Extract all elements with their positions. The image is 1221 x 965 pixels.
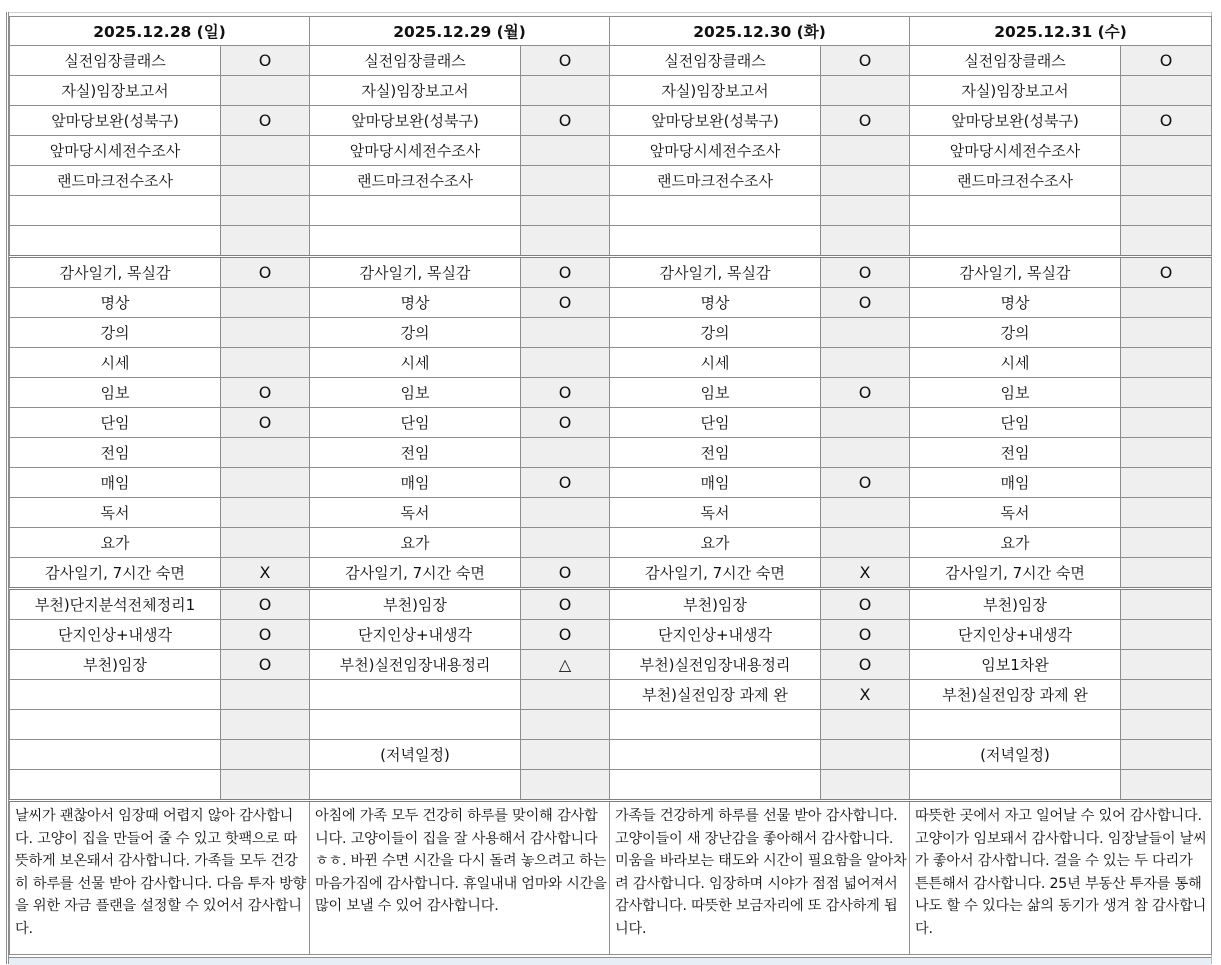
status-mark-cell[interactable] (1121, 288, 1212, 318)
task-cell[interactable] (310, 680, 521, 710)
task-cell[interactable]: 시세 (10, 348, 221, 378)
gratitude-journal-cell[interactable]: 아침에 가족 모두 건강히 하루를 맞이해 감사합니다. 고양이들이 집을 잘 사용해서 감사합니다ㅎㅎ. 바뀐 수면 시간을 다시 돌려 놓으려고 하는 마음가짐에 감사합니다. 휴일내내 엄마와 시간을 많이 보낼 수 있어 감사합니다. (310, 801, 610, 955)
status-mark-cell[interactable]: O (221, 46, 310, 76)
status-mark-cell[interactable]: O (521, 288, 610, 318)
date-header[interactable]: 2025.12.31 (수) (910, 17, 1212, 46)
status-mark-cell[interactable] (1121, 378, 1212, 408)
status-mark-cell[interactable] (521, 770, 610, 801)
task-cell[interactable]: 단지인상+내생각 (10, 620, 221, 650)
status-mark-cell[interactable] (221, 528, 310, 558)
status-mark-cell[interactable] (221, 318, 310, 348)
project-task-row (10, 106, 1212, 136)
task-cell[interactable]: 단지인상+내생각 (610, 620, 821, 650)
task-cell[interactable]: 매임 (910, 468, 1121, 498)
task-cell[interactable]: 자실)임장보고서 (310, 76, 521, 106)
status-mark-cell[interactable] (221, 498, 310, 528)
status-mark-cell[interactable]: O (221, 408, 310, 438)
task-cell[interactable]: 앞마당시세전수조사 (10, 136, 221, 166)
status-mark-cell[interactable] (521, 710, 610, 740)
task-cell[interactable]: 전임 (10, 438, 221, 468)
task-cell[interactable]: 매임 (610, 468, 821, 498)
task-cell[interactable]: 감사일기, 목실감 (310, 257, 521, 288)
task-cell[interactable] (310, 196, 521, 226)
gratitude-journal-cell[interactable]: 날씨가 괜찮아서 임장때 어렵지 않아 감사합니다. 고양이 집을 만들어 줄 수 있고 핫팩으로 따뜻하게 보온돼서 감사합니다. 가족들 모두 건강히 하루를 선물 받아 감사합니다. 다음 투자 방향을 위한 자금 플랜을 설정할 수 있어서 감사합니다. (10, 801, 310, 955)
task-cell[interactable]: 단임 (10, 408, 221, 438)
status-mark-cell[interactable] (1121, 438, 1212, 468)
task-cell[interactable]: 매임 (310, 468, 521, 498)
status-mark-cell[interactable]: O (521, 378, 610, 408)
status-mark-cell[interactable] (1121, 620, 1212, 650)
status-mark-cell[interactable] (821, 710, 910, 740)
task-cell[interactable]: 임보 (10, 378, 221, 408)
status-mark-cell[interactable] (521, 528, 610, 558)
gratitude-journal-row (10, 801, 1212, 955)
project-task-row (10, 196, 1212, 226)
status-mark-cell[interactable] (221, 468, 310, 498)
status-mark-cell[interactable] (221, 348, 310, 378)
task-cell[interactable] (10, 740, 221, 770)
field-task-row (10, 680, 1212, 710)
weekly-planner-table (9, 16, 1212, 955)
routine-task-row (10, 528, 1212, 558)
task-cell[interactable]: 전임 (310, 438, 521, 468)
status-mark-cell[interactable]: △ (521, 650, 610, 680)
task-cell[interactable]: 임보1차완 (910, 650, 1121, 680)
status-mark-cell[interactable]: O (521, 257, 610, 288)
task-cell[interactable]: 전임 (610, 438, 821, 468)
task-cell[interactable]: 감사일기, 목실감 (610, 257, 821, 288)
status-mark-cell[interactable] (521, 76, 610, 106)
date-header[interactable]: 2025.12.29 (월) (310, 17, 610, 46)
task-cell[interactable] (10, 196, 221, 226)
task-cell[interactable]: 강의 (10, 318, 221, 348)
status-mark-cell[interactable]: O (521, 589, 610, 620)
status-mark-cell[interactable]: O (1121, 257, 1212, 288)
gratitude-journal-cell[interactable]: 따뜻한 곳에서 자고 일어날 수 있어 감사합니다. 고양이가 임보돼서 감사합니다. 임장날들이 날씨가 좋아서 감사합니다. 걸을 수 있는 두 다리가 튼튼해서 감사합니다. 25년 부동산 투자를 통해 나도 할 수 있다는 삶의 동기가 생겨 참 감사합니다. (910, 801, 1212, 955)
status-mark-cell[interactable] (1121, 166, 1212, 196)
status-mark-cell[interactable] (221, 76, 310, 106)
status-mark-cell[interactable] (521, 136, 610, 166)
task-cell[interactable]: 앞마당보완(성북구) (10, 106, 221, 136)
status-mark-cell[interactable] (1121, 408, 1212, 438)
routine-task-row (10, 438, 1212, 468)
task-cell[interactable]: 자실)임장보고서 (910, 76, 1121, 106)
status-mark-cell[interactable]: O (821, 620, 910, 650)
task-cell[interactable]: 실전임장클래스 (910, 46, 1121, 76)
status-mark-cell[interactable] (1121, 558, 1212, 589)
task-cell[interactable]: 부천)임장 (610, 589, 821, 620)
status-mark-cell[interactable] (1121, 528, 1212, 558)
status-mark-cell[interactable]: O (521, 558, 610, 589)
task-cell[interactable]: 단임 (910, 408, 1121, 438)
status-mark-cell[interactable]: O (821, 46, 910, 76)
task-cell[interactable] (310, 226, 521, 257)
status-mark-cell[interactable]: O (221, 378, 310, 408)
task-cell[interactable]: 감사일기, 목실감 (910, 257, 1121, 288)
task-cell[interactable]: 임보 (310, 378, 521, 408)
status-mark-cell[interactable]: O (521, 468, 610, 498)
task-cell[interactable] (610, 226, 821, 257)
status-mark-cell[interactable] (221, 740, 310, 770)
task-cell[interactable]: 독서 (10, 498, 221, 528)
task-cell[interactable]: 강의 (610, 318, 821, 348)
status-mark-cell[interactable]: O (1121, 106, 1212, 136)
status-mark-cell[interactable] (1121, 226, 1212, 257)
task-cell[interactable]: 단지인상+내생각 (910, 620, 1121, 650)
field-task-row (10, 650, 1212, 680)
status-mark-cell[interactable] (821, 770, 910, 801)
status-mark-cell[interactable] (521, 226, 610, 257)
task-cell[interactable]: (저녁일정) (910, 740, 1121, 770)
routine-task-row (10, 558, 1212, 589)
gratitude-journal-cell[interactable]: 가족들 건강하게 하루를 선물 받아 감사합니다. 고양이들이 새 장난감을 좋아해서 감사합니다. 미움을 바라보는 태도와 시간이 필요함을 알아차려 감사합니다. 임장하며 시야가 점점 넓어져서 감사합니다. 따뜻한 보금자리에 또 감사하게 됩니다. (610, 801, 910, 955)
task-cell[interactable]: 임보 (610, 378, 821, 408)
status-mark-cell[interactable]: O (1121, 46, 1212, 76)
status-mark-cell[interactable] (821, 166, 910, 196)
status-mark-cell[interactable]: O (521, 620, 610, 650)
status-mark-cell[interactable] (221, 196, 310, 226)
task-cell[interactable] (610, 710, 821, 740)
task-cell[interactable]: 독서 (910, 498, 1121, 528)
task-cell[interactable] (910, 770, 1121, 801)
status-mark-cell[interactable]: O (821, 106, 910, 136)
status-mark-cell[interactable]: O (821, 589, 910, 620)
task-cell[interactable] (610, 770, 821, 801)
status-mark-cell[interactable] (221, 226, 310, 257)
status-mark-cell[interactable] (821, 196, 910, 226)
date-header[interactable]: 2025.12.28 (일) (10, 17, 310, 46)
routine-task-row (10, 378, 1212, 408)
task-cell[interactable]: 강의 (310, 318, 521, 348)
task-cell[interactable]: 부천)실전임장내용정리 (310, 650, 521, 680)
status-mark-cell[interactable] (1121, 589, 1212, 620)
task-cell[interactable]: 랜드마크전수조사 (910, 166, 1121, 196)
task-cell[interactable]: 독서 (610, 498, 821, 528)
task-cell[interactable]: 임보 (910, 378, 1121, 408)
status-mark-cell[interactable] (1121, 498, 1212, 528)
status-mark-cell[interactable] (821, 438, 910, 468)
status-mark-cell[interactable] (521, 498, 610, 528)
status-mark-cell[interactable] (521, 348, 610, 378)
status-mark-cell[interactable]: O (821, 257, 910, 288)
task-cell[interactable]: 부천)실전임장 과제 완 (610, 680, 821, 710)
status-mark-cell[interactable] (221, 288, 310, 318)
project-task-row (10, 76, 1212, 106)
status-mark-cell[interactable] (1121, 710, 1212, 740)
status-mark-cell[interactable] (1121, 136, 1212, 166)
task-cell[interactable]: 단지인상+내생각 (310, 620, 521, 650)
task-cell[interactable]: 실전임장클래스 (310, 46, 521, 76)
field-task-row (10, 740, 1212, 770)
task-cell[interactable]: 랜드마크전수조사 (610, 166, 821, 196)
task-cell[interactable]: 요가 (610, 528, 821, 558)
task-cell[interactable]: 시세 (610, 348, 821, 378)
task-cell[interactable] (10, 710, 221, 740)
project-task-row (10, 136, 1212, 166)
status-mark-cell[interactable]: O (221, 106, 310, 136)
task-cell[interactable]: 요가 (10, 528, 221, 558)
task-cell[interactable]: 앞마당보완(성북구) (310, 106, 521, 136)
status-mark-cell[interactable]: O (221, 589, 310, 620)
task-cell[interactable]: 부천)실전임장내용정리 (610, 650, 821, 680)
task-cell[interactable]: 명상 (610, 288, 821, 318)
task-cell[interactable]: 부천)실전임장 과제 완 (910, 680, 1121, 710)
status-mark-cell[interactable] (1121, 348, 1212, 378)
task-cell[interactable] (10, 680, 221, 710)
status-mark-cell[interactable]: O (521, 408, 610, 438)
status-mark-cell[interactable] (821, 348, 910, 378)
status-mark-cell[interactable] (821, 76, 910, 106)
status-mark-cell[interactable] (521, 196, 610, 226)
task-cell[interactable]: 앞마당시세전수조사 (910, 136, 1121, 166)
task-cell[interactable]: 자실)임장보고서 (610, 76, 821, 106)
status-mark-cell[interactable] (521, 166, 610, 196)
status-mark-cell[interactable] (221, 770, 310, 801)
status-mark-cell[interactable]: O (221, 650, 310, 680)
status-mark-cell[interactable] (221, 166, 310, 196)
task-cell[interactable]: 명상 (10, 288, 221, 318)
task-cell[interactable] (910, 710, 1121, 740)
task-cell[interactable] (910, 226, 1121, 257)
project-task-row (10, 226, 1212, 257)
sheet-top-border (0, 0, 1221, 13)
field-task-row (10, 770, 1212, 801)
date-header[interactable]: 2025.12.30 (화) (610, 17, 910, 46)
task-cell[interactable] (10, 770, 221, 801)
task-cell[interactable]: 감사일기, 7시간 숙면 (10, 558, 221, 589)
status-mark-cell[interactable]: X (221, 558, 310, 589)
task-cell[interactable]: (저녁일정) (310, 740, 521, 770)
status-mark-cell[interactable] (821, 528, 910, 558)
task-cell[interactable]: 랜드마크전수조사 (10, 166, 221, 196)
status-mark-cell[interactable] (821, 498, 910, 528)
routine-task-row (10, 318, 1212, 348)
status-mark-cell[interactable]: X (821, 558, 910, 589)
sheet-left-margin (0, 12, 9, 964)
field-task-row (10, 710, 1212, 740)
status-mark-cell[interactable]: O (821, 650, 910, 680)
status-mark-cell[interactable] (221, 710, 310, 740)
task-cell[interactable]: 감사일기, 7시간 숙면 (910, 558, 1121, 589)
status-mark-cell[interactable]: O (821, 378, 910, 408)
task-cell[interactable]: 요가 (910, 528, 1121, 558)
task-cell[interactable] (610, 196, 821, 226)
status-mark-cell[interactable] (821, 408, 910, 438)
task-cell[interactable]: 자실)임장보고서 (10, 76, 221, 106)
task-cell[interactable]: 감사일기, 7시간 숙면 (310, 558, 521, 589)
routine-task-row (10, 288, 1212, 318)
task-cell[interactable]: 시세 (310, 348, 521, 378)
task-cell[interactable]: 감사일기, 목실감 (10, 257, 221, 288)
routine-task-row (10, 408, 1212, 438)
status-mark-cell[interactable] (521, 680, 610, 710)
status-mark-cell[interactable] (1121, 76, 1212, 106)
status-mark-cell[interactable]: O (221, 620, 310, 650)
status-mark-cell[interactable] (1121, 196, 1212, 226)
routine-task-row (10, 257, 1212, 288)
status-mark-cell[interactable] (821, 226, 910, 257)
task-cell[interactable]: 앞마당시세전수조사 (610, 136, 821, 166)
task-cell[interactable]: 부천)임장 (910, 589, 1121, 620)
status-mark-cell[interactable] (821, 136, 910, 166)
status-mark-cell[interactable] (1121, 770, 1212, 801)
date-header-row (10, 17, 1212, 46)
field-task-row (10, 589, 1212, 620)
status-mark-cell[interactable] (1121, 468, 1212, 498)
task-cell[interactable] (10, 226, 221, 257)
status-mark-cell[interactable] (1121, 318, 1212, 348)
task-cell[interactable]: 감사일기, 7시간 숙면 (610, 558, 821, 589)
task-cell[interactable]: 명상 (910, 288, 1121, 318)
status-mark-cell[interactable]: O (221, 257, 310, 288)
routine-task-row (10, 498, 1212, 528)
task-cell[interactable]: 부천)단지분석전체정리1 (10, 589, 221, 620)
status-mark-cell[interactable]: O (521, 106, 610, 136)
status-mark-cell[interactable] (1121, 650, 1212, 680)
status-mark-cell[interactable] (821, 740, 910, 770)
task-cell[interactable] (310, 710, 521, 740)
field-task-row (10, 620, 1212, 650)
task-cell[interactable] (310, 770, 521, 801)
status-mark-cell[interactable]: X (821, 680, 910, 710)
status-mark-cell[interactable] (1121, 680, 1212, 710)
status-mark-cell[interactable] (221, 680, 310, 710)
task-cell[interactable]: 실전임장클래스 (10, 46, 221, 76)
status-mark-cell[interactable] (521, 740, 610, 770)
task-cell[interactable]: 부천)임장 (10, 650, 221, 680)
task-cell[interactable]: 시세 (910, 348, 1121, 378)
task-cell[interactable]: 명상 (310, 288, 521, 318)
task-cell[interactable] (910, 196, 1121, 226)
project-task-row (10, 166, 1212, 196)
task-cell[interactable]: 매임 (10, 468, 221, 498)
status-mark-cell[interactable] (221, 136, 310, 166)
task-cell[interactable]: 강의 (910, 318, 1121, 348)
task-cell[interactable]: 앞마당보완(성북구) (610, 106, 821, 136)
routine-task-row (10, 468, 1212, 498)
status-mark-cell[interactable] (1121, 740, 1212, 770)
task-cell[interactable]: 부천)임장 (310, 589, 521, 620)
status-mark-cell[interactable]: O (521, 46, 610, 76)
task-cell[interactable]: 요가 (310, 528, 521, 558)
project-task-row (10, 46, 1212, 76)
status-mark-cell[interactable] (821, 318, 910, 348)
task-cell[interactable]: 랜드마크전수조사 (310, 166, 521, 196)
routine-task-row (10, 348, 1212, 378)
task-cell[interactable]: 앞마당시세전수조사 (310, 136, 521, 166)
status-mark-cell[interactable] (521, 318, 610, 348)
task-cell[interactable]: 단임 (610, 408, 821, 438)
status-mark-cell[interactable]: O (821, 468, 910, 498)
status-mark-cell[interactable] (521, 438, 610, 468)
task-cell[interactable]: 전임 (910, 438, 1121, 468)
task-cell[interactable]: 독서 (310, 498, 521, 528)
task-cell[interactable]: 실전임장클래스 (610, 46, 821, 76)
status-mark-cell[interactable]: O (821, 288, 910, 318)
status-mark-cell[interactable] (221, 438, 310, 468)
sheet-right-margin (1211, 12, 1221, 964)
task-cell[interactable]: 앞마당보완(성북구) (910, 106, 1121, 136)
task-cell[interactable]: 단임 (310, 408, 521, 438)
task-cell[interactable] (610, 740, 821, 770)
